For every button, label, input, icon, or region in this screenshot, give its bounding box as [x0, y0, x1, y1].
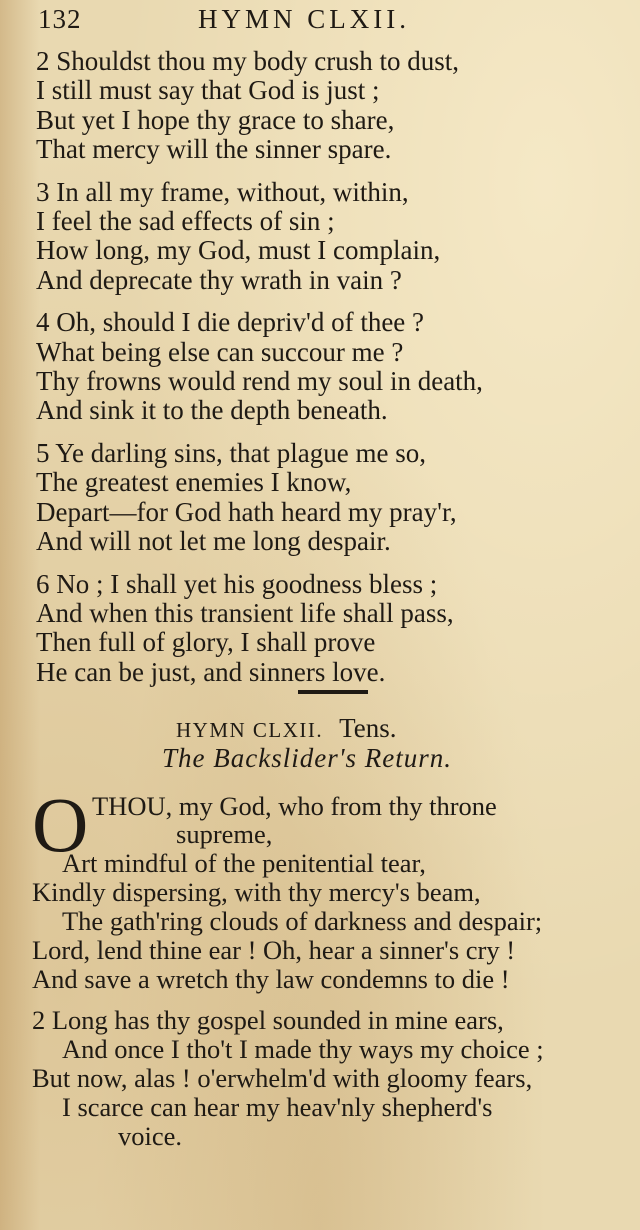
- verse-line: voice.: [118, 1121, 183, 1151]
- drop-cap: O: [32, 781, 89, 868]
- verse-line: And deprecate thy wrath in vain ?: [36, 264, 402, 295]
- hymn-heading: [176, 713, 397, 744]
- verse-line: The gath'ring clouds of darkness and despair;: [62, 906, 543, 936]
- verse-line: Depart—for God hath heard my pray'r,: [36, 496, 457, 527]
- verse-line: And once I tho't I made thy ways my choice ;: [62, 1034, 544, 1064]
- verse-line: I scarce can hear my heav'nly shepherd's: [62, 1092, 493, 1122]
- running-head: HYMN CLXII.: [198, 4, 410, 34]
- hymn-meter: Tens.: [339, 713, 397, 743]
- verse-line: And save a wretch thy law condemns to die !: [32, 964, 510, 994]
- page-header: [38, 4, 598, 36]
- verse-line: supreme,: [176, 819, 273, 849]
- verse-line: Art mindful of the penitential tear,: [62, 848, 426, 878]
- verse-line: 3 In all my frame, without, within,: [36, 176, 409, 207]
- verse-line: But now, alas ! o'erwhelm'd with gloomy fears,: [32, 1063, 533, 1093]
- stanza-4: [36, 308, 636, 426]
- verse-line: 5 Ye darling sins, that plague me so,: [36, 437, 426, 468]
- verse-line: 2 Long has thy gospel sounded in mine ears,: [32, 1005, 504, 1035]
- hymn-stanzas: [36, 47, 636, 700]
- verse-line: He can be just, and sinners love.: [36, 656, 386, 687]
- stanza-5: [36, 439, 636, 557]
- verse-line: Lord, lend thine ear ! Oh, hear a sinner's cry !: [32, 935, 516, 965]
- hymn-number: HYMN CLXII.: [176, 718, 324, 742]
- verse-line: 2 Shouldst thou my body crush to dust,: [36, 46, 460, 76]
- verse-line: I still must say that God is just ;: [36, 75, 380, 106]
- verse-line: Kindly dispersing, with thy mercy's beam,: [32, 877, 481, 907]
- hymn-title: The Backslider's Return.: [162, 743, 452, 773]
- verse-line: Thy frowns would rend my soul in death,: [36, 366, 483, 397]
- verse-line: I feel the sad effects of sin ;: [36, 206, 335, 237]
- page-number: 132: [38, 4, 82, 34]
- stanza-2: [36, 47, 636, 165]
- stanza-6: [36, 570, 636, 688]
- verse-line: 6 No ; I shall yet his goodness bless ;: [36, 568, 438, 599]
- verse-line: What being else can succour me ?: [36, 336, 404, 367]
- verse-line: That mercy will the sinner spare.: [36, 134, 392, 165]
- verse-line: THOU, my God, who from thy throne: [92, 791, 497, 821]
- verse-line: How long, my God, must I complain,: [36, 235, 441, 266]
- verse-line: And sink it to the depth beneath.: [36, 395, 388, 426]
- section-divider: [298, 690, 368, 694]
- verse-line: And when this transient life shall pass,: [36, 597, 454, 628]
- verse-line: But yet I hope thy grace to share,: [36, 104, 395, 135]
- verse-line: Then full of glory, I shall prove: [36, 627, 376, 658]
- verse-line: The greatest enemies I know,: [36, 467, 352, 498]
- stanza-3: [36, 178, 636, 296]
- verse-line: 4 Oh, should I die depriv'd of thee ?: [36, 307, 425, 338]
- verse-line: And will not let me long despair.: [36, 526, 391, 557]
